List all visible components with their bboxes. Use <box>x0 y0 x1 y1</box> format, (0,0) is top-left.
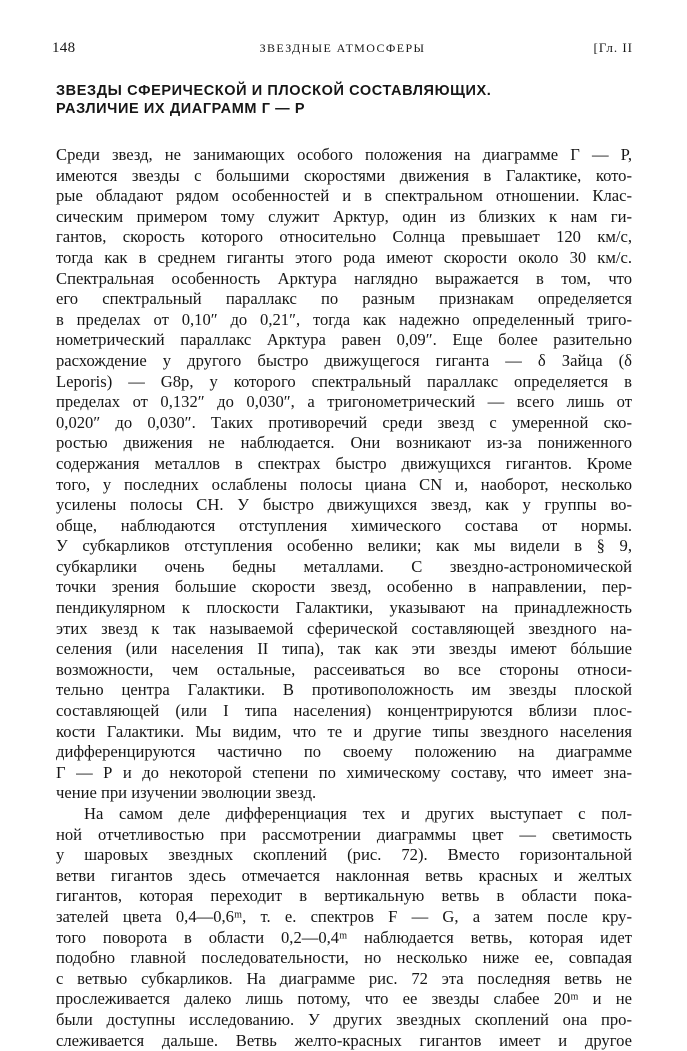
text-line: пределах от 0,132″ до 0,030″, а тригонометрический — всего лишь от <box>56 392 632 412</box>
text-line: точки зрения большие скорости звезд, особенно в направлении, пер- <box>56 577 632 597</box>
text-line: того поворота в области 0,2—0,4ᵐ наблюдается ветвь, которая идет <box>56 927 632 947</box>
text-line: прослеживается далеко лишь потому, что ее звезды слабее 20ᵐ и не <box>56 989 632 1009</box>
section-heading-line-2: РАЗЛИЧИЕ ИХ ДИАГРАММ Г — Р <box>56 101 306 117</box>
text-line: кости Галактики. Мы видим, что те и другие типы звездного населения <box>56 721 632 741</box>
text-line: в пределах от 0,10″ до 0,21″, тогда как надежно определенный триго- <box>56 309 632 329</box>
text-line: чение при изучении эволюции звезд. <box>56 783 317 803</box>
text-line: гантов, скорость которого относительно Солнца превышает 120 км/с, <box>56 227 632 247</box>
text-line: у шаровых звездных скоплений (рис. 72). Вместо горизонтальной <box>56 845 632 865</box>
text-line: ной отчетливостью при рассмотрении диаграммы цвет — светимость <box>56 824 632 844</box>
text-line: дифференцируются частично по своему положению на диаграмме <box>56 742 632 762</box>
text-line: ветви гигантов здесь отмечается наклонная ветвь красных и желтых <box>56 865 632 885</box>
text-line: имеются звезды с большими скоростями движения в Галактике, кото- <box>56 165 632 185</box>
text-line: его спектральный параллакс по разным признакам определяется <box>56 289 632 309</box>
text-line: субкарлики очень бедны металлами. С звездно-астрономической <box>56 556 632 576</box>
text-line: составляющей (или I типа населения) концентрируются вблизи плос- <box>56 701 632 721</box>
text-line: сическим примером тому служит Арктур, один из близких к нам ги- <box>56 206 632 226</box>
text-line: Leporis) — G8p, у которого спектральный параллакс определяется в <box>56 371 632 391</box>
text-line: На самом деле дифференциация тех и других выступает с пол- <box>84 804 632 823</box>
text-line: Г — Р и до некоторой степени по химическому составу, что имеет зна- <box>56 762 632 782</box>
text-line: содержания металлов в спектрах быстро движущихся гигантов. Кроме <box>56 453 632 473</box>
text-line: подобно главной последовательности, но несколько ниже ее, совпадая <box>56 948 632 968</box>
running-title: ЗВЕЗДНЫЕ АТМОСФЕРЫ <box>259 41 426 55</box>
text-line: того, у последних ослаблены полосы циана CN и, наоборот, несколько <box>56 474 632 494</box>
text-line: зателей цвета 0,4—0,6ᵐ, т. е. спектров F — G, а затем после кру- <box>56 906 632 926</box>
chapter-label: [Гл. II <box>593 40 633 55</box>
text-line: были доступны исследованию. У других звездных скоплений она про- <box>56 1009 632 1029</box>
text-line: У субкарликов отступления особенно велики; как мы видели в § 9, <box>56 536 632 556</box>
text-line: нометрический параллакс Арктура равен 0,09″. Еще более разительно <box>56 330 632 350</box>
running-header <box>52 40 633 64</box>
text-line: Спектральная особенность Арктура наглядно выражается в том, что <box>56 268 632 288</box>
text-line: Среди звезд, не занимающих особого положения на диаграмме Г — Р, <box>56 145 632 164</box>
text-line: тогда как в среднем гиганты этого рода имеют скорости около 30 км/с. <box>56 247 632 267</box>
text-line: слеживается дальше. Ветвь желто-красных гигантов имеет и другое <box>56 1030 632 1050</box>
text-line: с ветвью субкарликов. На диаграмме рис. 72 эта последняя ветвь не <box>56 968 632 988</box>
text-line: усилены полосы CH. У быстро движущихся звезд, как у группы во- <box>56 495 632 515</box>
text-line: рые обладают рядом особенностей и в спектральном отношении. Клас- <box>56 186 632 206</box>
text-line: 0,020″ до 0,030″. Таких противоречий среди звезд с умеренной ско- <box>56 412 632 432</box>
text-line: ростью движения не наблюдается. Они возникают из-за пониженного <box>56 433 632 453</box>
text-line: расхождение у другого быстро движущегося гиганта — δ Зайца (δ <box>56 350 632 370</box>
text-line: этих звезд к так называемой сферической составляющей звездного на- <box>56 618 632 638</box>
text-line: селения (или населения II типа), так как эти звезды имеют бóльшие <box>56 639 632 659</box>
body-text <box>56 145 632 1051</box>
section-heading <box>56 82 616 118</box>
section-heading-line-1: ЗВЕЗДЫ СФЕРИЧЕСКОЙ И ПЛОСКОЙ СОСТАВЛЯЮЩИХ. <box>56 83 492 99</box>
text-line: тельно центра Галактики. В противоположность им звезды плоской <box>56 680 632 700</box>
text-line: гигантов, которая переходит в вертикальную ветвь в области пока- <box>56 886 632 906</box>
text-line: обще, наблюдаются отступления химического состава от нормы. <box>56 515 632 535</box>
text-line: возможности, чем остальные, рассеиваться во все стороны относи- <box>56 659 632 679</box>
text-line: пендикулярном к плоскости Галактики, указывают на принадлежность <box>56 598 632 618</box>
page-number: 148 <box>52 40 76 56</box>
